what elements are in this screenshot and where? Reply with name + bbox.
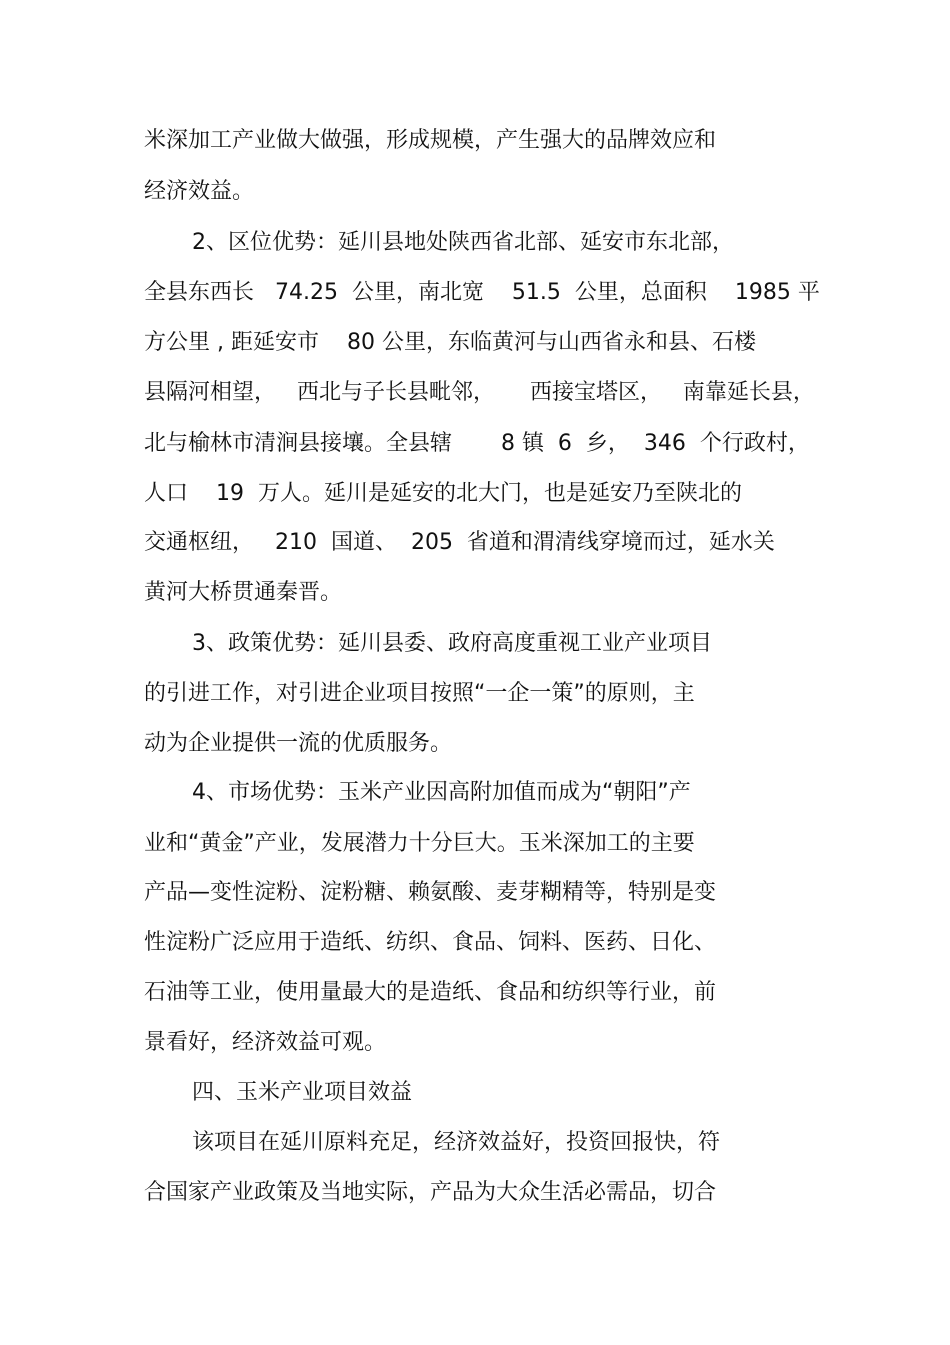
text-line: 黄河大桥贯通秦晋。 [144, 580, 343, 605]
text-line: 该项目在延川原料充足，经济效益好，投资回报快，符 [192, 1130, 721, 1155]
text-line: 景看好，经济效益可观。 [144, 1030, 387, 1055]
text-line: 经济效益。 [144, 179, 255, 204]
text-line: 石油等工业，使用量最大的是造纸、食品和纺织等行业，前 [144, 980, 717, 1005]
text-line: 米深加工产业做大做强，形成规模，产生强大的品牌效应和 [144, 128, 717, 153]
text-line: 产品—变性淀粉、淀粉糖、赖氨酸、麦芽糊精等，特别是变 [144, 880, 717, 905]
text-line: 方公里 , 距延安市 80 公里，东临黄河与山西省永和县、石楼 [144, 330, 756, 355]
text-line: 业和“黄金”产业，发展潜力十分巨大。玉米深加工的主要 [144, 831, 695, 856]
section-heading-benefits: 四、玉米产业项目效益 [192, 1080, 413, 1105]
text-line: 的引进工作，对引进企业项目按照“一企一策”的原则，主 [144, 681, 695, 706]
text-line: 合国家产业政策及当地实际，产品为大众生活必需品，切合 [144, 1180, 717, 1205]
text-line: 动为企业提供一流的优质服务。 [144, 731, 453, 756]
section-heading-market: 4、市场优势：玉米产业因高附加值而成为“朝阳”产 [192, 780, 691, 805]
text-line: 北与榆林市清涧县接壤。全县辖 8 镇 6 乡， 346 个行政村， [144, 431, 810, 456]
section-heading-policy: 3、政策优势：延川县委、政府高度重视工业产业项目 [192, 631, 712, 656]
text-line: 性淀粉广泛应用于造纸、纺织、食品、饲料、医药、日化、 [144, 930, 717, 955]
section-heading-location: 2、区位优势：延川县地处陕西省北部、延安市东北部， [192, 230, 734, 255]
text-line: 交通枢纽， 210 国道、 205 省道和渭清线穿境而过，延水关 [144, 530, 775, 555]
text-line: 人口 19 万人。延川是延安的北大门，也是延安乃至陕北的 [144, 481, 742, 506]
text-line: 全县东西长 74.25 公里，南北宽 51.5 公里，总面积 1985 平 [144, 280, 820, 305]
text-line: 县隔河相望， 西北与子长县毗邻， 西接宝塔区， 南靠延长县， [144, 380, 815, 405]
